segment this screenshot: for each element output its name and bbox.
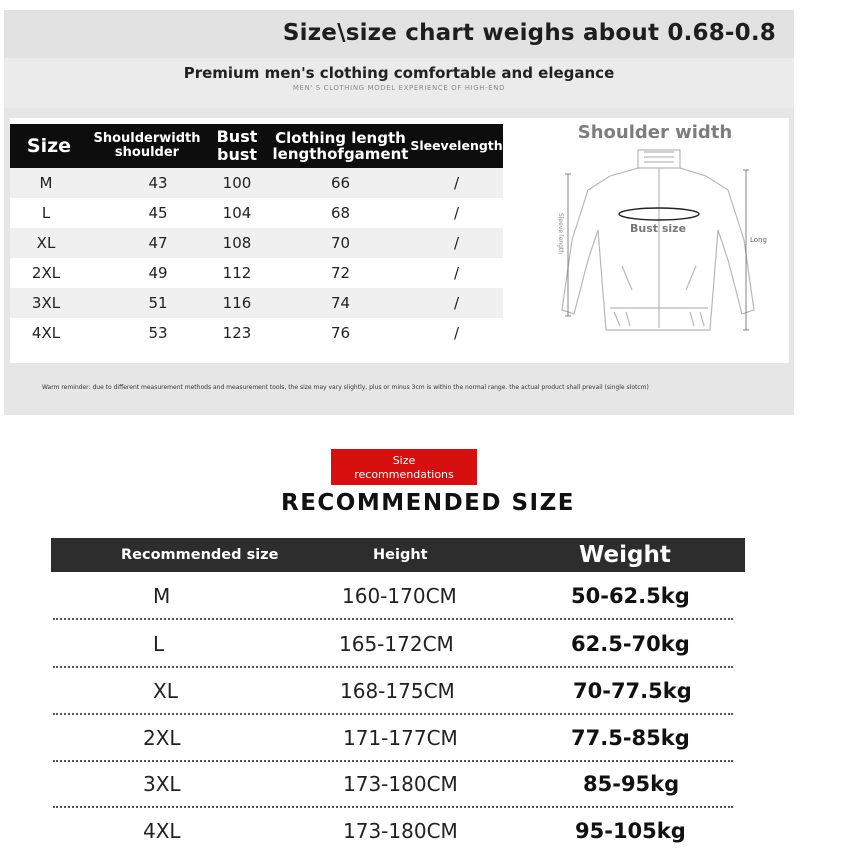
cell-sleeve: / bbox=[453, 294, 460, 312]
rec-height: 173-180CM bbox=[343, 819, 458, 843]
header-weight: Weight bbox=[579, 542, 671, 568]
cell-size: 3XL bbox=[31, 294, 61, 312]
table-row bbox=[10, 318, 503, 348]
row-divider bbox=[53, 618, 733, 620]
cell-shoulder: 51 bbox=[148, 294, 168, 312]
cell-shoulder: 47 bbox=[148, 234, 168, 252]
rec-weight: 50-62.5kg bbox=[571, 584, 690, 608]
cell-length: 68 bbox=[330, 204, 351, 222]
rec-size: L bbox=[153, 632, 165, 656]
cell-length: 66 bbox=[330, 174, 351, 192]
cell-size: M bbox=[39, 174, 53, 192]
rec-height: 173-180CM bbox=[343, 772, 458, 796]
table-row bbox=[51, 622, 745, 668]
cell-bust: 116 bbox=[222, 294, 252, 312]
table-row bbox=[51, 669, 745, 715]
header-sleeve: Sleevelength bbox=[410, 138, 503, 154]
cell-sleeve: / bbox=[453, 204, 460, 222]
cell-size: L bbox=[41, 204, 51, 222]
rec-weight: 77.5-85kg bbox=[571, 726, 690, 750]
diagram-long-label: Long bbox=[750, 236, 767, 244]
table-row bbox=[51, 809, 745, 855]
cell-length: 76 bbox=[330, 324, 351, 342]
diagram-shoulder-label: Shoulder width bbox=[577, 122, 733, 143]
rec-size: 4XL bbox=[143, 819, 181, 843]
cell-sleeve: / bbox=[453, 234, 460, 252]
table-row bbox=[10, 228, 503, 258]
rec-size: M bbox=[153, 584, 171, 608]
header-recommended-size: Recommended size bbox=[121, 547, 279, 563]
warm-reminder: Warm reminder: due to different measurement methods and measurement tools, the size may vary slightly, plus or minus 3cm is within the normal range. the actual product shall prevail (single slotcm) bbox=[42, 384, 649, 391]
rec-weight: 95-105kg bbox=[575, 819, 686, 843]
table-row bbox=[51, 762, 745, 808]
rec-size: 3XL bbox=[143, 772, 181, 796]
row-divider bbox=[53, 806, 733, 808]
rec-weight: 85-95kg bbox=[583, 772, 680, 796]
diagram-sleeve-label: Sleeve length bbox=[557, 212, 565, 255]
cell-length: 70 bbox=[330, 234, 351, 252]
rec-height: 160-170CM bbox=[342, 584, 457, 608]
badge-line-2: recommendations bbox=[354, 468, 454, 481]
rec-height: 168-175CM bbox=[340, 679, 455, 703]
table-row bbox=[10, 258, 503, 288]
header-bust: Bust bust bbox=[216, 127, 258, 164]
header-size: Size bbox=[26, 134, 72, 157]
cell-size: 4XL bbox=[31, 324, 61, 342]
recommended-size-title: RECOMMENDED SIZE bbox=[280, 490, 575, 516]
cell-bust: 108 bbox=[222, 234, 252, 252]
cell-shoulder: 53 bbox=[148, 324, 168, 342]
badge-line-1: Size bbox=[392, 454, 416, 467]
header-height: Height bbox=[373, 547, 428, 563]
row-divider bbox=[53, 713, 733, 715]
cell-sleeve: / bbox=[453, 174, 460, 192]
table-row bbox=[10, 288, 503, 318]
table-row bbox=[51, 716, 745, 762]
jacket-diagram bbox=[540, 140, 780, 350]
rec-size: XL bbox=[153, 679, 178, 703]
page-title: Size\size chart weighs about 0.68-0.8 bbox=[282, 20, 776, 46]
cell-bust: 112 bbox=[222, 264, 252, 282]
row-divider bbox=[53, 666, 733, 668]
size-chart-header bbox=[10, 124, 503, 168]
rec-weight: 70-77.5kg bbox=[573, 679, 692, 703]
cell-sleeve: / bbox=[453, 264, 460, 282]
header-length: Clothing length lengthofgament bbox=[272, 128, 409, 163]
size-recommendations-badge bbox=[331, 449, 477, 485]
table-row bbox=[10, 198, 503, 228]
cell-sleeve: / bbox=[453, 324, 460, 342]
cell-length: 72 bbox=[330, 264, 351, 282]
cell-length: 74 bbox=[330, 294, 351, 312]
diagram-bust-label: Bust size bbox=[630, 222, 687, 235]
recommendation-header bbox=[51, 538, 745, 572]
rec-height: 171-177CM bbox=[343, 726, 458, 750]
cell-size: 2XL bbox=[31, 264, 61, 282]
rec-weight: 62.5-70kg bbox=[571, 632, 690, 656]
rec-size: 2XL bbox=[143, 726, 181, 750]
header-shoulder: Shoulderwidth shoulder bbox=[93, 130, 201, 160]
size-chart-table bbox=[10, 124, 503, 348]
subtitle: Premium men's clothing comfortable and elegance bbox=[183, 64, 615, 82]
cell-shoulder: 49 bbox=[148, 264, 168, 282]
cell-bust: 104 bbox=[222, 204, 252, 222]
cell-size: XL bbox=[36, 234, 56, 252]
cell-bust: 123 bbox=[222, 324, 252, 342]
table-row bbox=[10, 168, 503, 198]
cell-bust: 100 bbox=[222, 174, 252, 192]
rec-height: 165-172CM bbox=[339, 632, 454, 656]
subtitle-small: MEN' S CLOTHING MODEL EXPERIENCE OF HIGH-END bbox=[292, 84, 506, 92]
cell-shoulder: 43 bbox=[148, 174, 168, 192]
cell-shoulder: 45 bbox=[148, 204, 168, 222]
title-strip bbox=[4, 10, 794, 58]
table-row bbox=[51, 574, 745, 620]
